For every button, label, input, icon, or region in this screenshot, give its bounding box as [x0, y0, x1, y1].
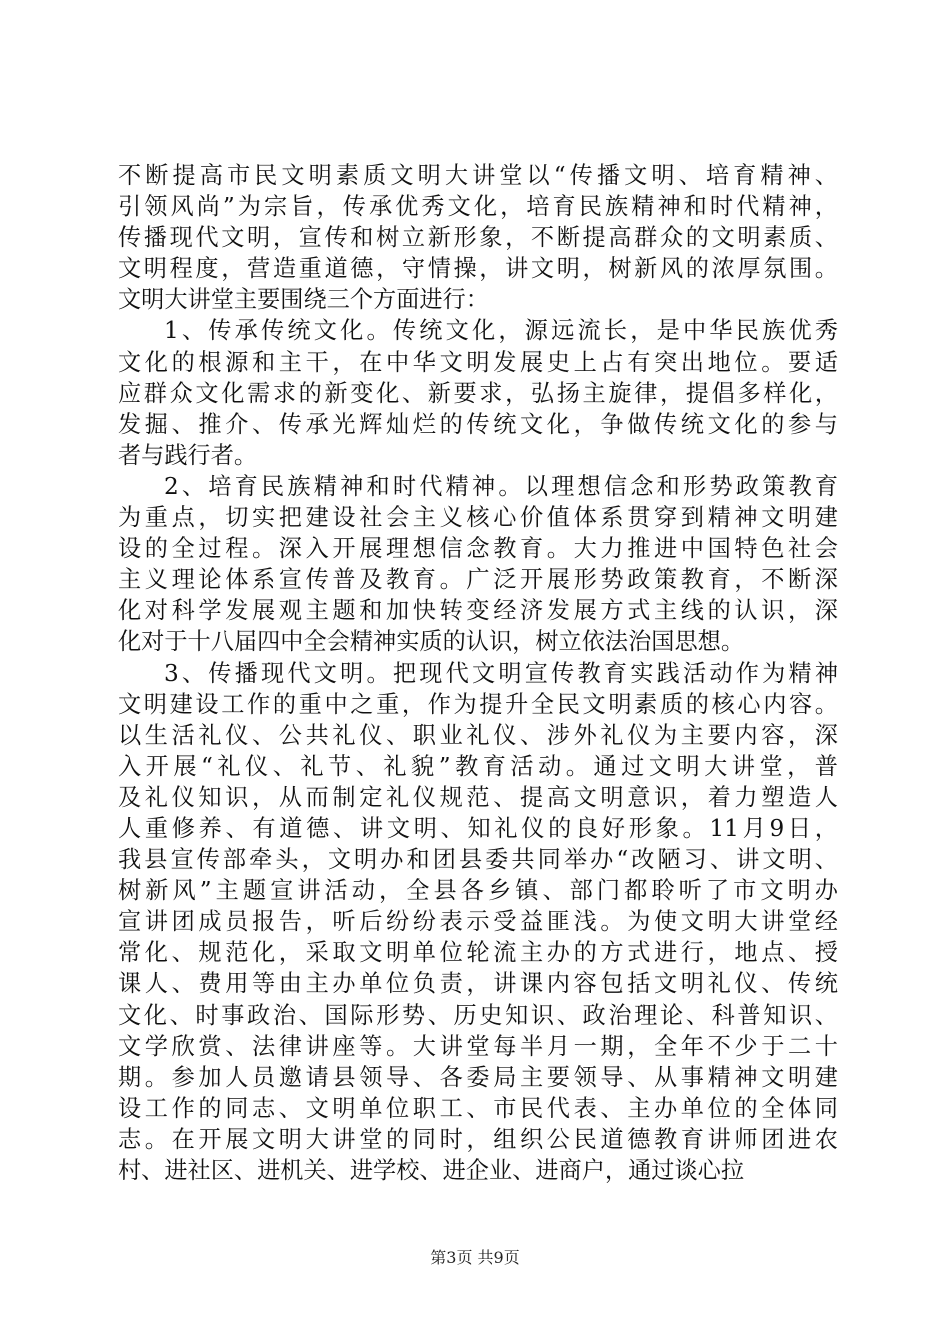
paragraph-item-1: [118, 315, 838, 470]
text-line: 人重修养、有道德、讲文明、知礼仪的良好形象。11月9日，: [118, 814, 838, 842]
text-line: 文化、时事政治、国际形势、历史知识、政治理论、科普知识、: [118, 1001, 838, 1029]
text-line: 树新风”主题宣讲活动，全县各乡镇、部门都聆听了市文明办: [118, 877, 838, 905]
text-line: 文明大讲堂主要围绕三个方面进行：: [118, 286, 489, 314]
text-line: 期。参加人员邀请县领导、各委局主要领导、从事精神文明建: [118, 1063, 838, 1091]
page-number-footer: 第3页 共9页: [430, 1248, 520, 1267]
text-line: 以生活礼仪、公共礼仪、职业礼仪、涉外礼仪为主要内容，深: [118, 721, 838, 749]
text-line: 化对于十八届四中全会精神实质的认识，树立依法治国思想。: [118, 628, 745, 656]
text-line: 引领风尚”为宗旨，传承优秀文化，培育民族精神和时代精神，: [118, 193, 838, 221]
text-line: 2、培育民族精神和时代精神。以理想信念和形势政策教育: [164, 472, 838, 500]
text-line: 文学欣赏、法律讲座等。大讲堂每半月一期，全年不少于二十: [118, 1032, 838, 1060]
text-line: 文明程度，营造重道德，守情操，讲文明，树新风的浓厚氛围。: [118, 255, 838, 283]
text-line: 常化、规范化，采取文明单位轮流主办的方式进行，地点、授: [118, 939, 838, 967]
document-body: [118, 160, 838, 1186]
text-line: 3、传播现代文明。把现代文明宣传教育实践活动作为精神: [164, 659, 838, 687]
text-line: 不断提高市民文明素质文明大讲堂以“传播文明、培育精神、: [118, 162, 838, 189]
text-line: 者与践行者。: [118, 441, 258, 469]
text-line: 传播现代文明，宣传和树立新形象，不断提高群众的文明素质、: [118, 224, 838, 252]
text-line: 化对科学发展观主题和加快转变经济发展方式主线的认识，深: [118, 597, 838, 625]
text-line: 发掘、推介、传承光辉灿烂的传统文化，争做传统文化的参与: [118, 410, 838, 438]
text-line: 宣讲团成员报告，听后纷纷表示受益匪浅。为使文明大讲堂经: [118, 908, 838, 936]
paragraph-item-2: [118, 471, 838, 658]
text-line: 及礼仪知识，从而制定礼仪规范、提高文明意识，着力塑造人: [118, 783, 838, 811]
text-line: 村、进社区、进机关、进学校、进企业、进商户，通过谈心拉: [118, 1157, 745, 1184]
text-line: 入开展“礼仪、礼节、礼貌”教育活动。通过文明大讲堂，普: [118, 752, 838, 780]
text-line: 我县宣传部牵头，文明办和团县委共同举办“改陋习、讲文明、: [118, 846, 838, 874]
text-line: 主义理论体系宣传普及教育。广泛开展形势政策教育，不断深: [118, 566, 838, 594]
text-line: 志。在开展文明大讲堂的同时，组织公民道德教育讲师团进农: [118, 1125, 838, 1153]
text-line: 文明建设工作的重中之重，作为提升全民文明素质的核心内容。: [118, 690, 838, 718]
text-line: 1、传承传统文化。传统文化，源远流长，是中华民族优秀: [164, 317, 838, 345]
text-line: 应群众文化需求的新变化、新要求，弘扬主旋律，提倡多样化，: [118, 379, 838, 407]
paragraph-intro: [118, 160, 838, 315]
text-line: 设的全过程。深入开展理想信念教育。大力推进中国特色社会: [118, 535, 838, 563]
text-line: 文化的根源和主干，在中华文明发展史上占有突出地位。要适: [118, 348, 838, 376]
paragraph-item-3: [118, 658, 838, 1187]
text-line: 设工作的同志、文明单位职工、市民代表、主办单位的全体同: [118, 1094, 838, 1122]
text-line: 为重点，切实把建设社会主义核心价值体系贯穿到精神文明建: [118, 504, 838, 532]
text-line: 课人、费用等由主办单位负责，讲课内容包括文明礼仪、传统: [118, 970, 838, 998]
